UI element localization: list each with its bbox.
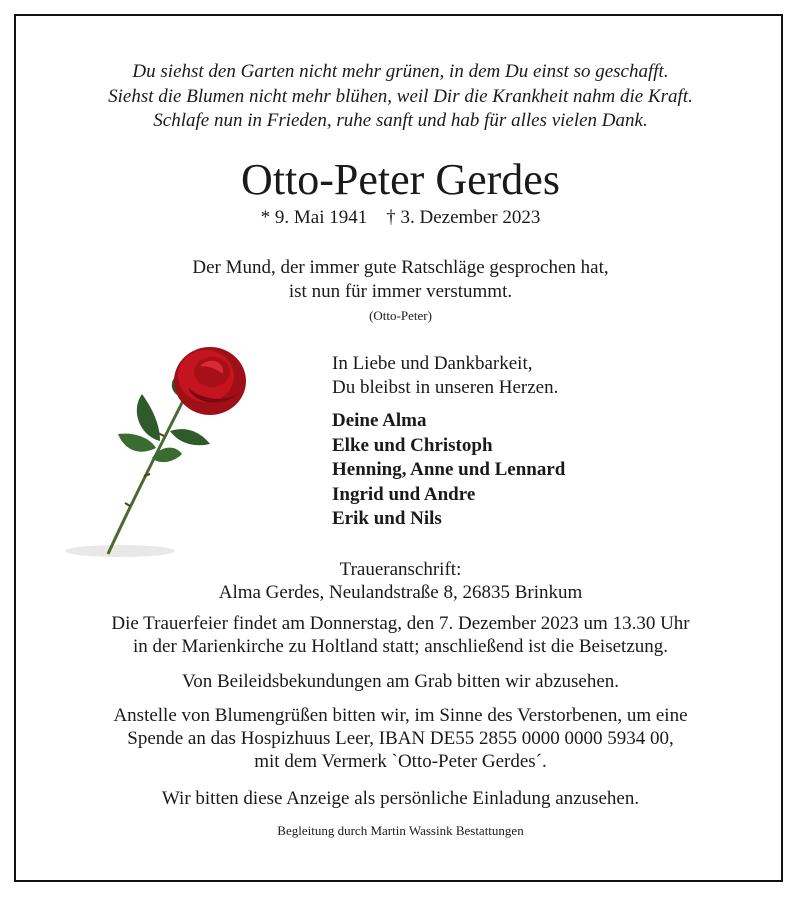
address-label: Traueranschrift: [339, 559, 462, 580]
address-value: Alma Gerdes, Neulandstraße 8, 26835 Brinkum [218, 582, 583, 603]
quote-source: (Otto-Peter) [369, 308, 432, 323]
undertaker-credit: Begleitung durch Martin Wassink Bestattungen [277, 823, 524, 838]
quote-line: ist nun für immer verstummt. [288, 281, 513, 302]
family-member: Deine Alma [332, 410, 427, 431]
poem-line: Schlafe nun in Frieden, ruhe sanft und hab für alles vielen Dank. [153, 110, 648, 131]
rose-leaf [170, 429, 210, 445]
deceased-name: Otto-Peter Gerdes [241, 155, 560, 204]
family-member: Ingrid und Andre [332, 483, 476, 505]
birth-date: * 9. Mai 1941 [260, 207, 368, 228]
love-line: In Liebe und Dankbarkeit, [332, 353, 533, 374]
ceremony-info [0, 612, 801, 658]
death-date: † 3. Dezember 2023 [386, 207, 541, 228]
rose-leaf [152, 448, 182, 462]
poem [0, 60, 801, 134]
life-dates [0, 206, 801, 230]
family-member: Elke und Christoph [332, 434, 493, 456]
ceremony-line: in der Marienkirche zu Holtland statt; anschließend ist die Beisetzung. [132, 636, 668, 657]
family-block [332, 352, 565, 532]
donation-line: Anstelle von Blumengrüßen bitten wir, im Sinne des Verstorbenen, um eine [113, 705, 688, 726]
invitation-note: Wir bitten diese Anzeige als persönliche Einladung anzusehen. [161, 788, 640, 809]
quote-line: Der Mund, der immer gute Ratschläge gesprochen hat, [192, 257, 609, 278]
rose-icon [60, 336, 260, 566]
family-list [332, 409, 565, 532]
rose-shadow [65, 545, 175, 557]
love-lines [332, 352, 565, 400]
ceremony-line: Die Trauerfeier findet am Donnerstag, den 7. Dezember 2023 um 13.30 Uhr [111, 613, 690, 634]
poem-line: Du siehst den Garten nicht mehr grünen, in dem Du einst so geschafft. [132, 61, 669, 82]
donation-line: Spende an das Hospizhuus Leer, IBAN DE55 2855 0000 0000 5934 00, [127, 728, 674, 749]
poem-line: Siehst die Blumen nicht mehr blühen, weil Dir die Krankheit nahm die Kraft. [108, 85, 693, 107]
family-member: Erik und Nils [332, 508, 442, 529]
donation-line: mit dem Vermerk `Otto-Peter Gerdes´. [254, 751, 547, 772]
condolence-note: Von Beileidsbekundungen am Grab bitten wir abzusehen. [181, 671, 620, 692]
mourning-address [0, 558, 801, 604]
rose-leaf [137, 394, 160, 441]
quote [0, 256, 801, 304]
family-member: Henning, Anne und Lennard [332, 459, 566, 480]
love-line: Du bleibst in unseren Herzen. [332, 377, 559, 398]
donation-note [0, 704, 801, 773]
